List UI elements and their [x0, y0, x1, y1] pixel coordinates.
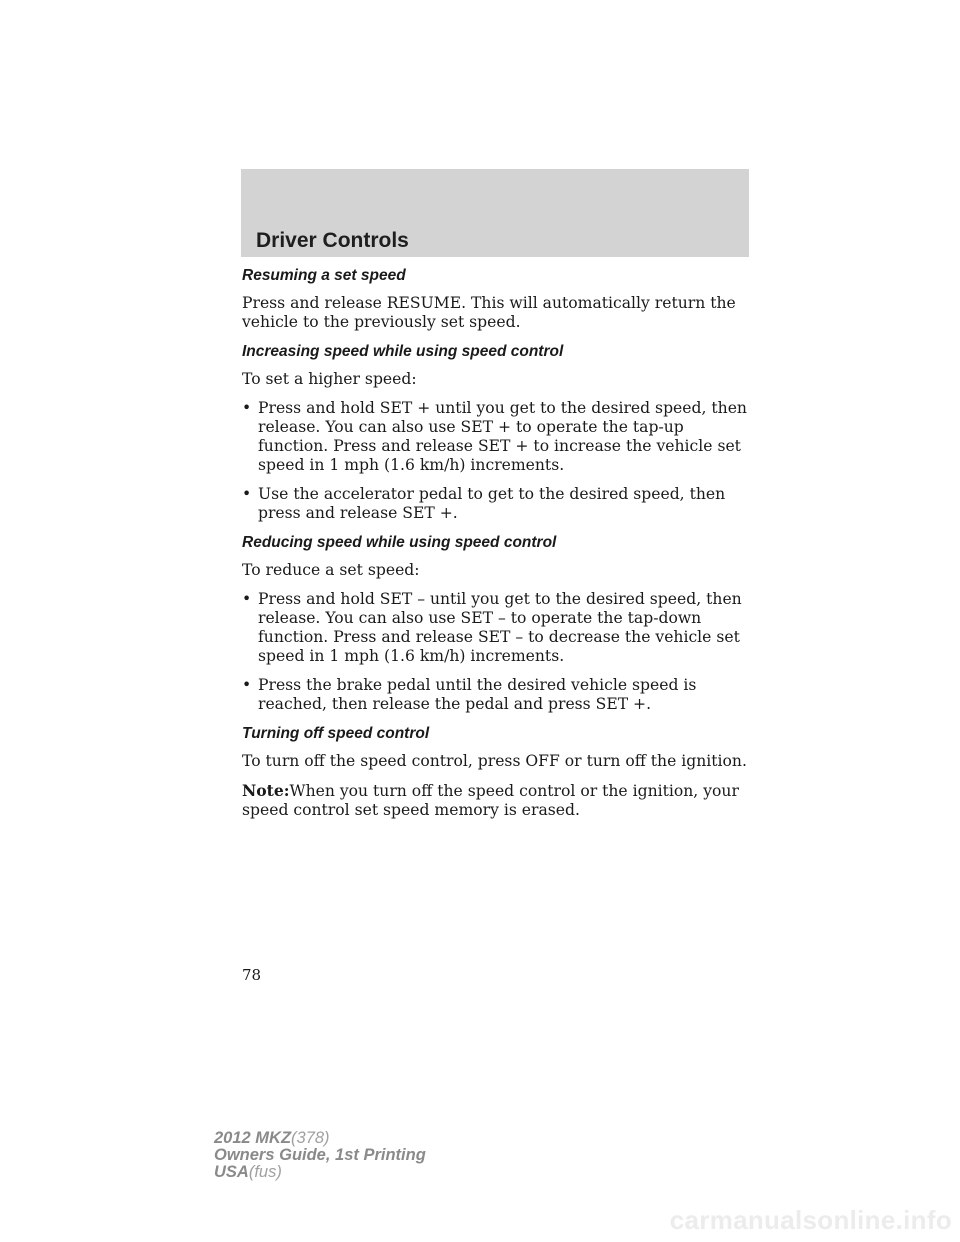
- bullet-icon: •: [242, 676, 252, 694]
- list-item-text: Press the brake pedal until the desired vehicle speed is reached, then release the pedal and press SET +.: [258, 676, 697, 713]
- heading-resuming: Resuming a set speed: [242, 267, 406, 284]
- list-item: [242, 485, 752, 523]
- list-item-text: Press and hold SET + until you get to the desired speed, then release. You can also use SET + to operate the tap-up function. Press and release SET + to increase the vehicle set speed in 1 mph (1.6 km/h) increments.: [258, 399, 747, 474]
- list-item-text: Use the accelerator pedal to get to the desired speed, then press and release SET +.: [258, 485, 726, 522]
- list-item: [242, 590, 752, 666]
- list-item-text: Press and hold SET – until you get to the desired speed, then release. You can also use SET – to operate the tap-down function. Press and release SET – to decrease the vehicle set speed in 1 mph (1.6 km/h) increments.: [258, 590, 742, 665]
- print-footer: [214, 1130, 426, 1181]
- bullet-icon: •: [242, 485, 252, 503]
- note-text: When you turn off the speed control or the ignition, your speed control set speed memory is erased.: [242, 782, 739, 819]
- page-content: [242, 266, 752, 830]
- note-paragraph: [242, 781, 752, 820]
- footer-market-code: (fus): [248, 1163, 282, 1181]
- footer-line-model: [214, 1130, 426, 1147]
- footer-guide: Owners Guide, 1st Printing: [214, 1146, 426, 1164]
- footer-line-guide: [214, 1147, 426, 1164]
- footer-line-market: [214, 1164, 426, 1181]
- list-reducing: [242, 590, 752, 714]
- footer-model-code: (378): [291, 1129, 330, 1147]
- section-title: Driver Controls: [256, 229, 409, 252]
- page-number: 78: [242, 966, 262, 984]
- list-increasing: [242, 399, 752, 523]
- paragraph-resuming: Press and release RESUME. This will automatically return the vehicle to the previously set speed.: [242, 294, 736, 331]
- heading-reducing: Reducing speed while using speed control: [242, 534, 557, 551]
- footer-market: USA: [214, 1163, 249, 1181]
- watermark: carmanualsonline.info: [669, 1205, 952, 1235]
- section-header-band: [241, 169, 749, 257]
- bullet-icon: •: [242, 399, 252, 417]
- paragraph-reducing-intro: To reduce a set speed:: [242, 561, 420, 579]
- list-item: [242, 676, 752, 714]
- note-label: Note:: [242, 781, 290, 800]
- heading-turning-off: Turning off speed control: [242, 725, 430, 742]
- footer-model: 2012 MKZ: [214, 1129, 292, 1147]
- paragraph-increasing-intro: To set a higher speed:: [242, 370, 417, 388]
- heading-increasing: Increasing speed while using speed control: [242, 343, 564, 360]
- list-item: [242, 399, 752, 475]
- bullet-icon: •: [242, 590, 252, 608]
- paragraph-turning-off: To turn off the speed control, press OFF or turn off the ignition.: [242, 752, 747, 770]
